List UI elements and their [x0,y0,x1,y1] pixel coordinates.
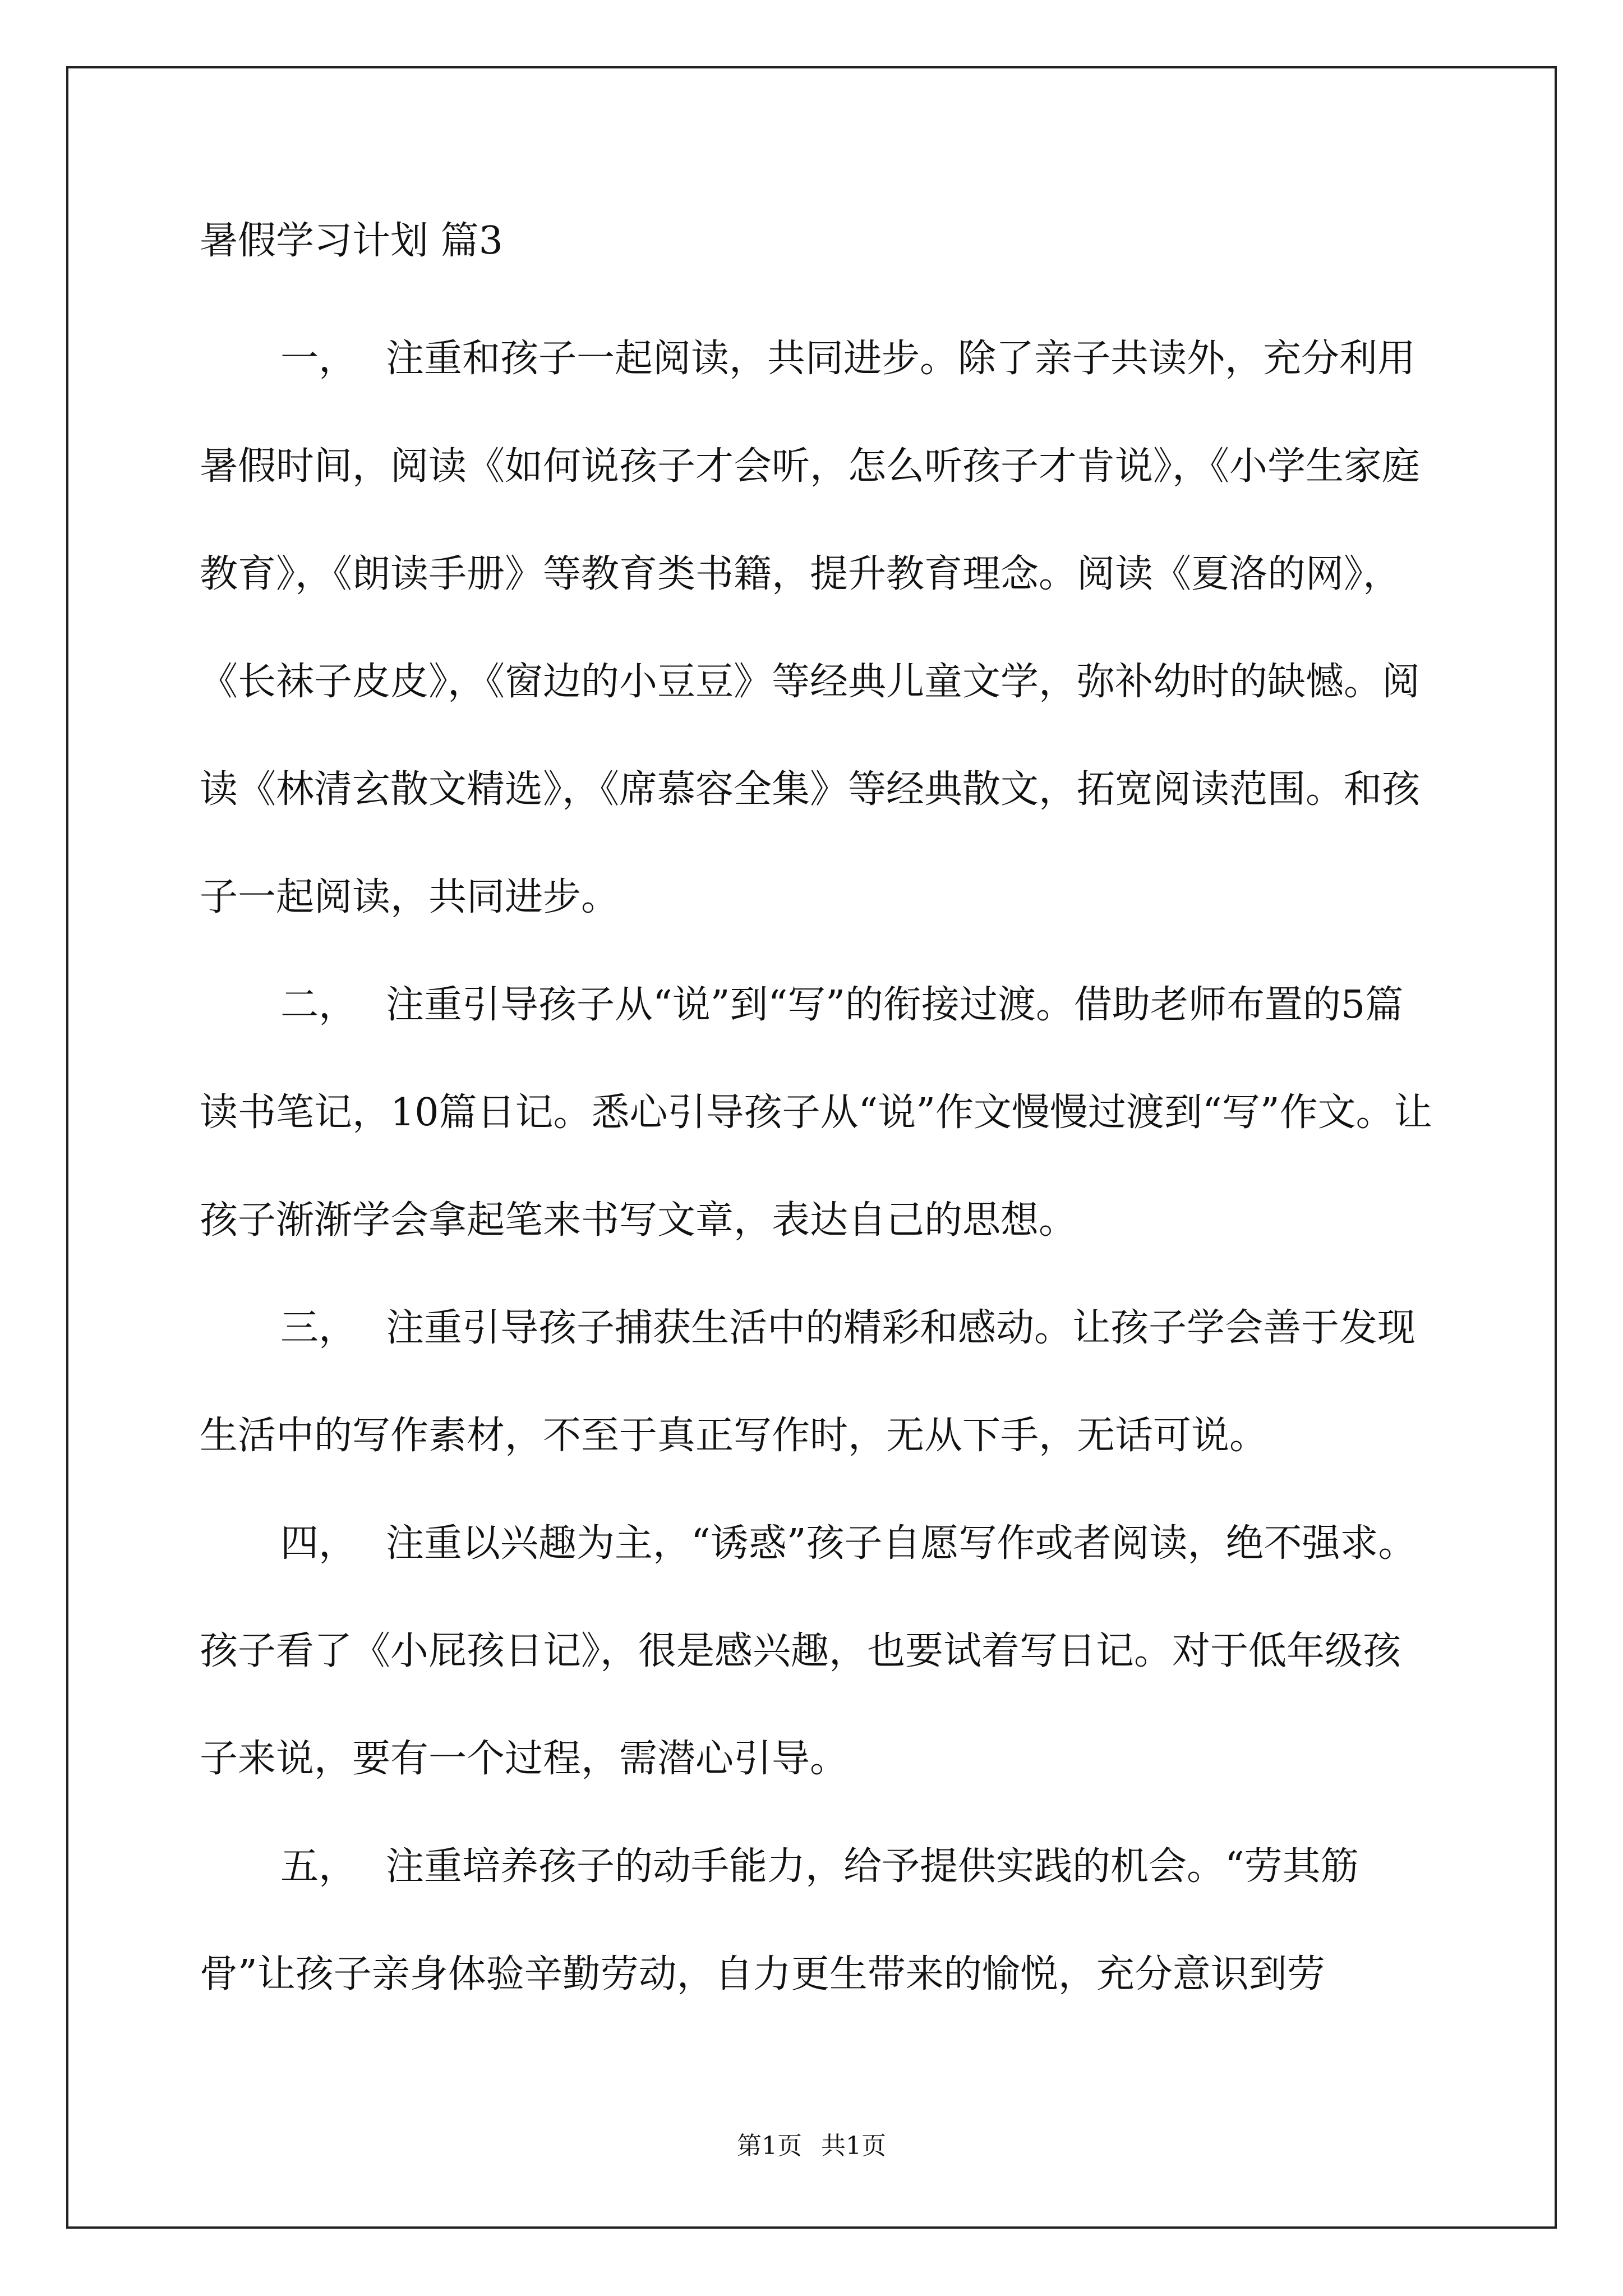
page-footer [0,2129,1623,2163]
paragraph-text: 注重引导孩子捕获生活中的精彩和感动。让孩子学会善于发现生活中的写作素材，不至于真正写作时，无从下手，无话可说。 [200,1306,1416,1458]
document-title: 暑假学习计划 篇3 [200,219,503,263]
paragraph [200,951,1433,1274]
paragraph [200,1813,1433,2028]
paragraph [200,1274,1433,1490]
paragraph-number: 四， [280,1521,357,1566]
document-body [200,213,1433,2028]
paragraph-number: 三， [280,1306,357,1350]
paragraph-number: 一， [280,337,357,381]
paragraph-number: 二， [280,983,357,1027]
paragraph-text: 注重以兴趣为主，“诱惑”孩子自愿写作或者阅读，绝不强求。孩子看了《小屁孩日记》，很是感兴趣，也要试着写日记。对于低年级孩子来说，要有一个过程，需潜心引导。 [200,1521,1417,1781]
paragraph-text: 注重引导孩子从“说”到“写”的衔接过渡。借助老师布置的5篇读书笔记，10篇日记。悉心引导孩子从“说”作文慢慢过渡到“写”作文。让孩子渐渐学会拿起笔来书写文章，表达自己的思想。 [200,983,1432,1243]
page-number: 第1页 [737,2132,802,2160]
paragraph [200,305,1433,951]
paragraph-text: 注重和孩子一起阅读，共同进步。除了亲子共读外，充分利用暑假时间，阅读《如何说孩子才会听，怎么听孩子才肯说》，《小学生家庭教育》，《朗读手册》等教育类书籍，提升教育理念。阅读《夏洛的网》，《长袜子皮皮》，《窗边的小豆豆》等经典儿童文学，弥补幼时的缺憾。阅读《林清玄散文精选》，《席慕容全集》等经典散文，拓宽阅读范围。和孩子一起阅读，共同进步。 [200,337,1421,919]
paragraph-number: 五， [280,1844,357,1889]
paragraph [200,1490,1433,1813]
paragraph-text: 注重培养孩子的动手能力，给予提供实践的机会。“劳其筋骨”让孩子亲身体验辛勤劳动，自力更生带来的愉悦，充分意识到劳 [200,1844,1359,1996]
page-total: 共1页 [821,2132,886,2160]
